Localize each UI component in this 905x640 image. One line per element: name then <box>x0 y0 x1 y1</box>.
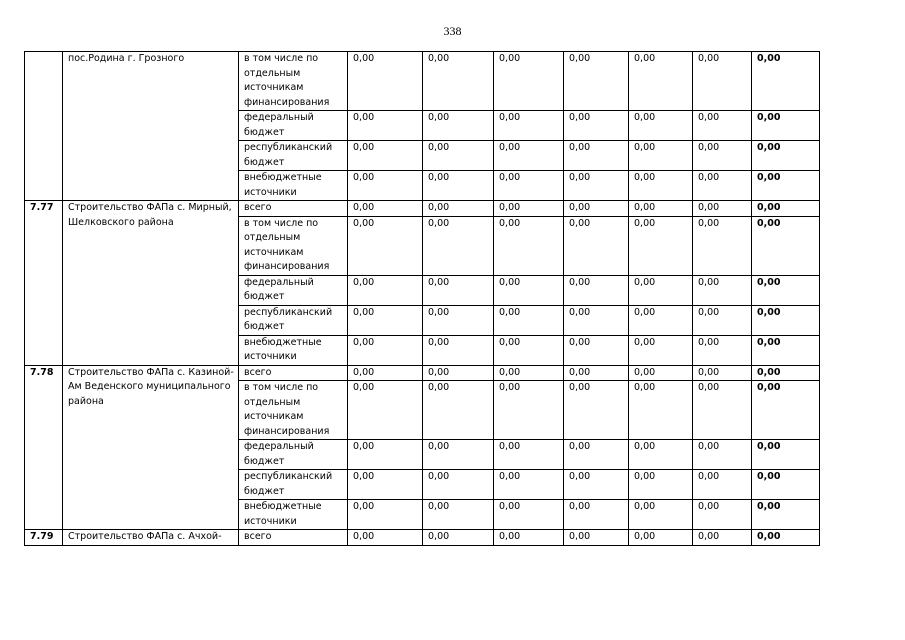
value-cell: 0,00 <box>423 201 494 217</box>
value-cell: 0,00 <box>564 381 629 440</box>
value-cell: 0,00 <box>693 365 752 381</box>
value-cell: 0,00 <box>423 52 494 111</box>
value-cell: 0,00 <box>564 111 629 141</box>
item-name: пос.Родина г. Грозного <box>63 52 239 201</box>
funding-source-label: всего <box>239 530 348 546</box>
funding-source-label: всего <box>239 365 348 381</box>
item-name: Строительство ФАПа с. Мирный, Шелковского района <box>63 201 239 366</box>
item-number <box>25 52 63 201</box>
value-cell: 0,00 <box>494 141 564 171</box>
funding-source-label: внебюджетные источники <box>239 500 348 530</box>
funding-source-label: внебюджетные источники <box>239 171 348 201</box>
value-cell: 0,00 <box>564 500 629 530</box>
value-cell: 0,00 <box>629 275 693 305</box>
item-name: Строительство ФАПа с. Казиной-Ам Веденского муниципального района <box>63 365 239 530</box>
value-cell: 0,00 <box>423 305 494 335</box>
value-cell: 0,00 <box>629 111 693 141</box>
value-cell: 0,00 <box>693 470 752 500</box>
value-cell: 0,00 <box>629 470 693 500</box>
total-value-cell: 0,00 <box>752 500 820 530</box>
value-cell: 0,00 <box>629 141 693 171</box>
value-cell: 0,00 <box>423 141 494 171</box>
value-cell: 0,00 <box>423 365 494 381</box>
value-cell: 0,00 <box>423 500 494 530</box>
value-cell: 0,00 <box>693 52 752 111</box>
funding-source-label: в том числе по отдельным источникам финансирования <box>239 381 348 440</box>
value-cell: 0,00 <box>564 216 629 275</box>
value-cell: 0,00 <box>629 500 693 530</box>
value-cell: 0,00 <box>423 335 494 365</box>
value-cell: 0,00 <box>629 52 693 111</box>
value-cell: 0,00 <box>348 52 423 111</box>
value-cell: 0,00 <box>693 305 752 335</box>
value-cell: 0,00 <box>423 530 494 546</box>
total-value-cell: 0,00 <box>752 216 820 275</box>
value-cell: 0,00 <box>348 305 423 335</box>
value-cell: 0,00 <box>564 201 629 217</box>
value-cell: 0,00 <box>348 530 423 546</box>
value-cell: 0,00 <box>348 171 423 201</box>
funding-source-label: внебюджетные источники <box>239 335 348 365</box>
value-cell: 0,00 <box>494 216 564 275</box>
total-value-cell: 0,00 <box>752 275 820 305</box>
value-cell: 0,00 <box>629 365 693 381</box>
value-cell: 0,00 <box>494 365 564 381</box>
value-cell: 0,00 <box>693 440 752 470</box>
funding-source-label: всего <box>239 201 348 217</box>
value-cell: 0,00 <box>494 201 564 217</box>
value-cell: 0,00 <box>629 440 693 470</box>
total-value-cell: 0,00 <box>752 201 820 217</box>
funding-source-label: республиканский бюджет <box>239 470 348 500</box>
value-cell: 0,00 <box>348 500 423 530</box>
funding-source-label: в том числе по отдельным источникам финансирования <box>239 216 348 275</box>
value-cell: 0,00 <box>564 171 629 201</box>
value-cell: 0,00 <box>693 275 752 305</box>
value-cell: 0,00 <box>494 335 564 365</box>
value-cell: 0,00 <box>348 216 423 275</box>
value-cell: 0,00 <box>494 530 564 546</box>
value-cell: 0,00 <box>348 111 423 141</box>
value-cell: 0,00 <box>348 201 423 217</box>
value-cell: 0,00 <box>423 470 494 500</box>
funding-source-label: в том числе по отдельным источникам финансирования <box>239 52 348 111</box>
total-value-cell: 0,00 <box>752 141 820 171</box>
budget-table <box>24 51 820 546</box>
value-cell: 0,00 <box>564 365 629 381</box>
value-cell: 0,00 <box>693 216 752 275</box>
total-value-cell: 0,00 <box>752 530 820 546</box>
value-cell: 0,00 <box>564 335 629 365</box>
total-value-cell: 0,00 <box>752 335 820 365</box>
value-cell: 0,00 <box>348 275 423 305</box>
value-cell: 0,00 <box>629 201 693 217</box>
total-value-cell: 0,00 <box>752 381 820 440</box>
value-cell: 0,00 <box>564 470 629 500</box>
value-cell: 0,00 <box>494 440 564 470</box>
value-cell: 0,00 <box>348 365 423 381</box>
value-cell: 0,00 <box>494 500 564 530</box>
value-cell: 0,00 <box>423 275 494 305</box>
value-cell: 0,00 <box>629 216 693 275</box>
value-cell: 0,00 <box>348 335 423 365</box>
value-cell: 0,00 <box>348 440 423 470</box>
value-cell: 0,00 <box>423 171 494 201</box>
value-cell: 0,00 <box>693 335 752 365</box>
total-value-cell: 0,00 <box>752 52 820 111</box>
table-row <box>25 530 820 546</box>
value-cell: 0,00 <box>693 111 752 141</box>
value-cell: 0,00 <box>564 141 629 171</box>
table-row <box>25 365 820 381</box>
total-value-cell: 0,00 <box>752 111 820 141</box>
value-cell: 0,00 <box>423 440 494 470</box>
value-cell: 0,00 <box>629 335 693 365</box>
value-cell: 0,00 <box>423 216 494 275</box>
funding-source-label: федеральный бюджет <box>239 111 348 141</box>
value-cell: 0,00 <box>494 381 564 440</box>
value-cell: 0,00 <box>494 305 564 335</box>
value-cell: 0,00 <box>564 52 629 111</box>
value-cell: 0,00 <box>564 530 629 546</box>
funding-source-label: республиканский бюджет <box>239 305 348 335</box>
value-cell: 0,00 <box>629 381 693 440</box>
value-cell: 0,00 <box>693 201 752 217</box>
table-row <box>25 52 820 111</box>
value-cell: 0,00 <box>423 381 494 440</box>
value-cell: 0,00 <box>693 171 752 201</box>
value-cell: 0,00 <box>348 470 423 500</box>
value-cell: 0,00 <box>629 530 693 546</box>
table-row <box>25 201 820 217</box>
value-cell: 0,00 <box>348 141 423 171</box>
item-number: 7.77 <box>25 201 63 366</box>
item-number: 7.79 <box>25 530 63 546</box>
item-name: Строительство ФАПа с. Ачхой- <box>63 530 239 546</box>
value-cell: 0,00 <box>494 171 564 201</box>
value-cell: 0,00 <box>693 141 752 171</box>
value-cell: 0,00 <box>564 440 629 470</box>
table-body <box>25 52 820 546</box>
funding-source-label: федеральный бюджет <box>239 275 348 305</box>
value-cell: 0,00 <box>629 305 693 335</box>
value-cell: 0,00 <box>423 111 494 141</box>
value-cell: 0,00 <box>693 381 752 440</box>
value-cell: 0,00 <box>494 111 564 141</box>
page-number: 338 <box>443 24 462 38</box>
value-cell: 0,00 <box>693 500 752 530</box>
total-value-cell: 0,00 <box>752 470 820 500</box>
value-cell: 0,00 <box>564 305 629 335</box>
value-cell: 0,00 <box>693 530 752 546</box>
item-number: 7.78 <box>25 365 63 530</box>
value-cell: 0,00 <box>348 381 423 440</box>
total-value-cell: 0,00 <box>752 305 820 335</box>
funding-source-label: республиканский бюджет <box>239 141 348 171</box>
total-value-cell: 0,00 <box>752 171 820 201</box>
value-cell: 0,00 <box>494 52 564 111</box>
total-value-cell: 0,00 <box>752 365 820 381</box>
value-cell: 0,00 <box>629 171 693 201</box>
funding-source-label: федеральный бюджет <box>239 440 348 470</box>
total-value-cell: 0,00 <box>752 440 820 470</box>
value-cell: 0,00 <box>494 470 564 500</box>
value-cell: 0,00 <box>494 275 564 305</box>
value-cell: 0,00 <box>564 275 629 305</box>
